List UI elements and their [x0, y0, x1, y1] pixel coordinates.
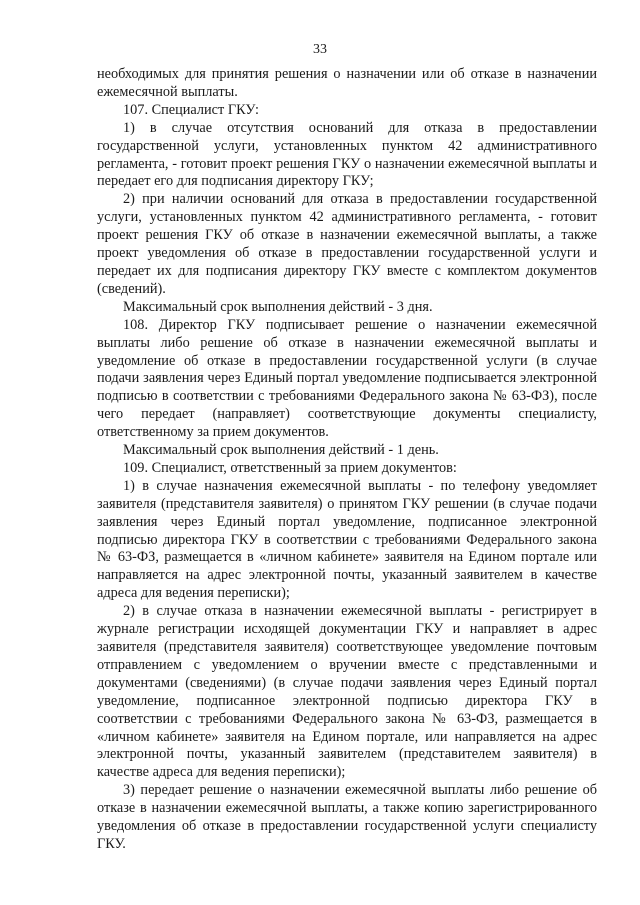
paragraph-109-heading: 109. Специалист, ответственный за прием документов: [123, 459, 457, 476]
paragraph-108: 108. Директор ГКУ подписывает решение о назначении ежемесячной выплаты либо решение об отказе в назначении ежемесячной выплаты и уведомление об отказе в предоставлении государственной услуги (в случае подачи заявления через Единый портал уведомление подписывается электронной подписью в соответствии с требованиями Федерального закона № 63-ФЗ), после чего передает (направляет) соответствующие документы специалисту, ответственному за прием документов. [97, 316, 597, 441]
paragraph-107-heading: 107. Специалист ГКУ: [123, 101, 259, 118]
page-number: 33 [313, 42, 327, 57]
paragraph-107-deadline: Максимальный срок выполнения действий - 3 дня. [123, 298, 433, 315]
paragraph-109-item-3: 3) передает решение о назначении ежемесячной выплаты либо решение об отказе в назначении ежемесячной выплаты, а также копию зарегистрированного уведомления об отказе в предоставлении государственной услуги специалисту ГКУ. [97, 782, 597, 852]
paragraph-109-item-2: 2) в случае отказа в назначении ежемесячной выплаты - регистрирует в журнале регистрации исходящей документации ГКУ и направляет в адрес заявителя (представителя заявителя) соответствующее уведомление почтовым отправлением с уведомлением о вручении вместе с представленными и документами (сведениями) (в случае подачи заявления через Единый портал уведомление, подписанное электронной подписью директора ГКУ в соответствии с требованиями Федерального закона № 63-ФЗ, размещается в «личном кабинете» заявителя на Едином портале, или направляется на адрес электронной почты, указанный заявителем (представителем заявителя) в качестве адреса для ведения переписки); [97, 603, 597, 781]
paragraph-108-deadline: Максимальный срок выполнения действий - 1 день. [123, 442, 439, 459]
paragraph-107-item-1: 1) в случае отсутствия оснований для отказа в предоставлении государственной услуги, установленных пунктом 42 административного регламента, - готовит проект решения ГКУ о назначении ежемесячной выплаты и передает его для подписания директору ГКУ; [97, 119, 597, 190]
paragraph-109-item-1: 1) в случае назначения ежемесячной выплаты - по телефону уведомляет заявителя (представителя заявителя) о принятом ГКУ решении (в случае подачи заявления через Единый портал уведомление, подписанное электронной подписью директора ГКУ в соответствии с требованиями Федерального закона № 63-ФЗ, размещается в «личном кабинете» заявителя на Едином портале или направляется на адрес электронной почты, указанный заявителем в качестве адреса для ведения переписки); [97, 477, 597, 602]
paragraph-continuation: необходимых для принятия решения о назначении или об отказе в назначении ежемесячной выплаты. [97, 66, 597, 100]
document-body [97, 66, 597, 854]
paragraph-107-item-2: 2) при наличии оснований для отказа в предоставлении государственной услуги, установленных пунктом 42 административного регламента, - готовит проект решения ГКУ об отказе в назначении ежемесячной выплаты, а также проект уведомления об отказе в предоставлении государственной услуги и передает их для подписания директору ГКУ вместе с комплектом документов (сведений). [97, 191, 597, 297]
